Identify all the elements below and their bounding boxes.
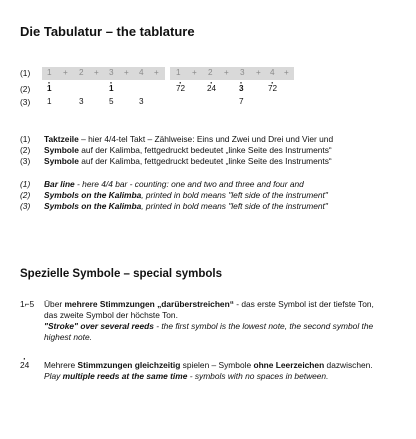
desc-text: Über (44, 299, 65, 309)
count-cell: + (63, 68, 68, 77)
symbol-text: · 3 (239, 84, 244, 93)
count-cell: + (94, 68, 99, 77)
legend-num: (3) (20, 156, 31, 166)
count-cell: 1 (176, 68, 181, 77)
legend-text: , printed in bold means "left side of the instrument" (141, 201, 328, 211)
legend-text: , printed in bold means "left side of the instrument" (141, 190, 328, 200)
legend-text: auf der Kalimba, fettgedruckt bedeutet „linke Seite des Instruments“ (78, 145, 332, 155)
desc-term: Stimmzungen gleichzeitig (77, 360, 181, 370)
kalimba-symbol (47, 84, 52, 93)
desc-term: ohne Leerzeichen (253, 360, 325, 370)
symbol-text: · 1 (47, 84, 52, 93)
symbol-text: · 24 (20, 360, 29, 371)
count-cell: 3 (109, 68, 114, 77)
symbol-description-en (44, 371, 328, 382)
desc-term: mehrere Stimmzungen „darüberstreichen“ (64, 299, 234, 309)
row-label-1: (1) (20, 68, 31, 78)
desc-text: - symbols with no spaces in between. (187, 371, 329, 381)
kalimba-symbol (109, 84, 114, 93)
desc-text: - the first symbol is the lowest note, the second symbol the (153, 321, 374, 331)
legend-line (44, 201, 328, 211)
legend-term: Symbols on the Kalimba (44, 201, 142, 211)
symbol-description-de-cont: das zweite Symbol der höchste Ton. (44, 310, 178, 320)
page-title: Die Tabulatur – the tablature (20, 24, 195, 39)
count-cell: 4 (139, 68, 144, 77)
symbol-description-en-cont: highest note. (44, 332, 92, 342)
desc-text: Play (44, 371, 63, 381)
legend-term: Bar line (44, 179, 75, 189)
legend-num: (1) (20, 134, 31, 144)
legend-text: – hier 4/4-tel Takt – Zählweise: Eins und Zwei und Drei und Vier und (78, 134, 334, 144)
count-cell: + (154, 68, 159, 77)
symbol-text: · 72 (268, 84, 277, 93)
legend-line (44, 145, 332, 155)
symbol-text: · 72 (176, 84, 185, 93)
chord-symbol (20, 360, 29, 371)
count-cell: 4 (270, 68, 275, 77)
symbol-text: · 24 (207, 84, 216, 93)
kalimba-symbol (239, 84, 244, 93)
legend-text: auf der Kalimba, fettgedruckt bedeutet „linke Seite des Instruments“ (78, 156, 332, 166)
desc-text: dazwischen. (324, 360, 373, 370)
kalimba-symbol: 7 (239, 97, 244, 106)
count-cell: + (192, 68, 197, 77)
count-cell: + (124, 68, 129, 77)
legend-text: - here 4/4 bar - counting: one and two and three and four and (74, 179, 304, 189)
stroke-symbol: 1⌐5 (20, 299, 35, 309)
kalimba-symbol (176, 84, 185, 93)
legend-num: (3) (20, 201, 31, 211)
legend-term: Symbole (44, 156, 79, 166)
count-cell: + (224, 68, 229, 77)
kalimba-symbol (207, 84, 216, 93)
count-cell: + (284, 68, 289, 77)
count-cell: 1 (47, 68, 52, 77)
count-cell: 3 (240, 68, 245, 77)
bar-line-1 (42, 67, 165, 80)
legend-num: (1) (20, 179, 31, 189)
symbol-text: · 1 (109, 84, 114, 93)
legend-term: Taktzeile (44, 134, 79, 144)
legend-line (44, 156, 332, 166)
legend-line (44, 179, 304, 189)
kalimba-symbol (268, 84, 277, 93)
desc-text: spielen – Symbole (180, 360, 254, 370)
kalimba-symbol: 3 (139, 97, 144, 106)
section-title: Spezielle Symbole – special symbols (20, 268, 222, 280)
legend-term: Symbols on the Kalimba (44, 190, 142, 200)
symbol-description-en (44, 321, 373, 332)
kalimba-symbol: 3 (79, 97, 84, 106)
legend-term: Symbole (44, 145, 79, 155)
legend-line (44, 190, 328, 200)
legend-num: (2) (20, 190, 31, 200)
desc-text: - das erste Symbol ist der tiefste Ton, (233, 299, 374, 309)
row-label-3: (3) (20, 97, 31, 107)
desc-text: Mehrere (44, 360, 78, 370)
row-label-2: (2) (20, 84, 31, 94)
bar-line-2 (170, 67, 294, 80)
legend-num: (2) (20, 145, 31, 155)
kalimba-symbol: 5 (109, 97, 114, 106)
count-cell: 2 (79, 68, 84, 77)
kalimba-symbol: 1 (47, 97, 52, 106)
symbol-description-de (44, 360, 373, 371)
desc-term: "Stroke" over several reeds (44, 321, 154, 331)
symbol-description-de (44, 299, 374, 310)
legend-line (44, 134, 333, 144)
count-cell: + (256, 68, 261, 77)
desc-term: multiple reeds at the same time (62, 371, 188, 381)
count-cell: 2 (208, 68, 213, 77)
